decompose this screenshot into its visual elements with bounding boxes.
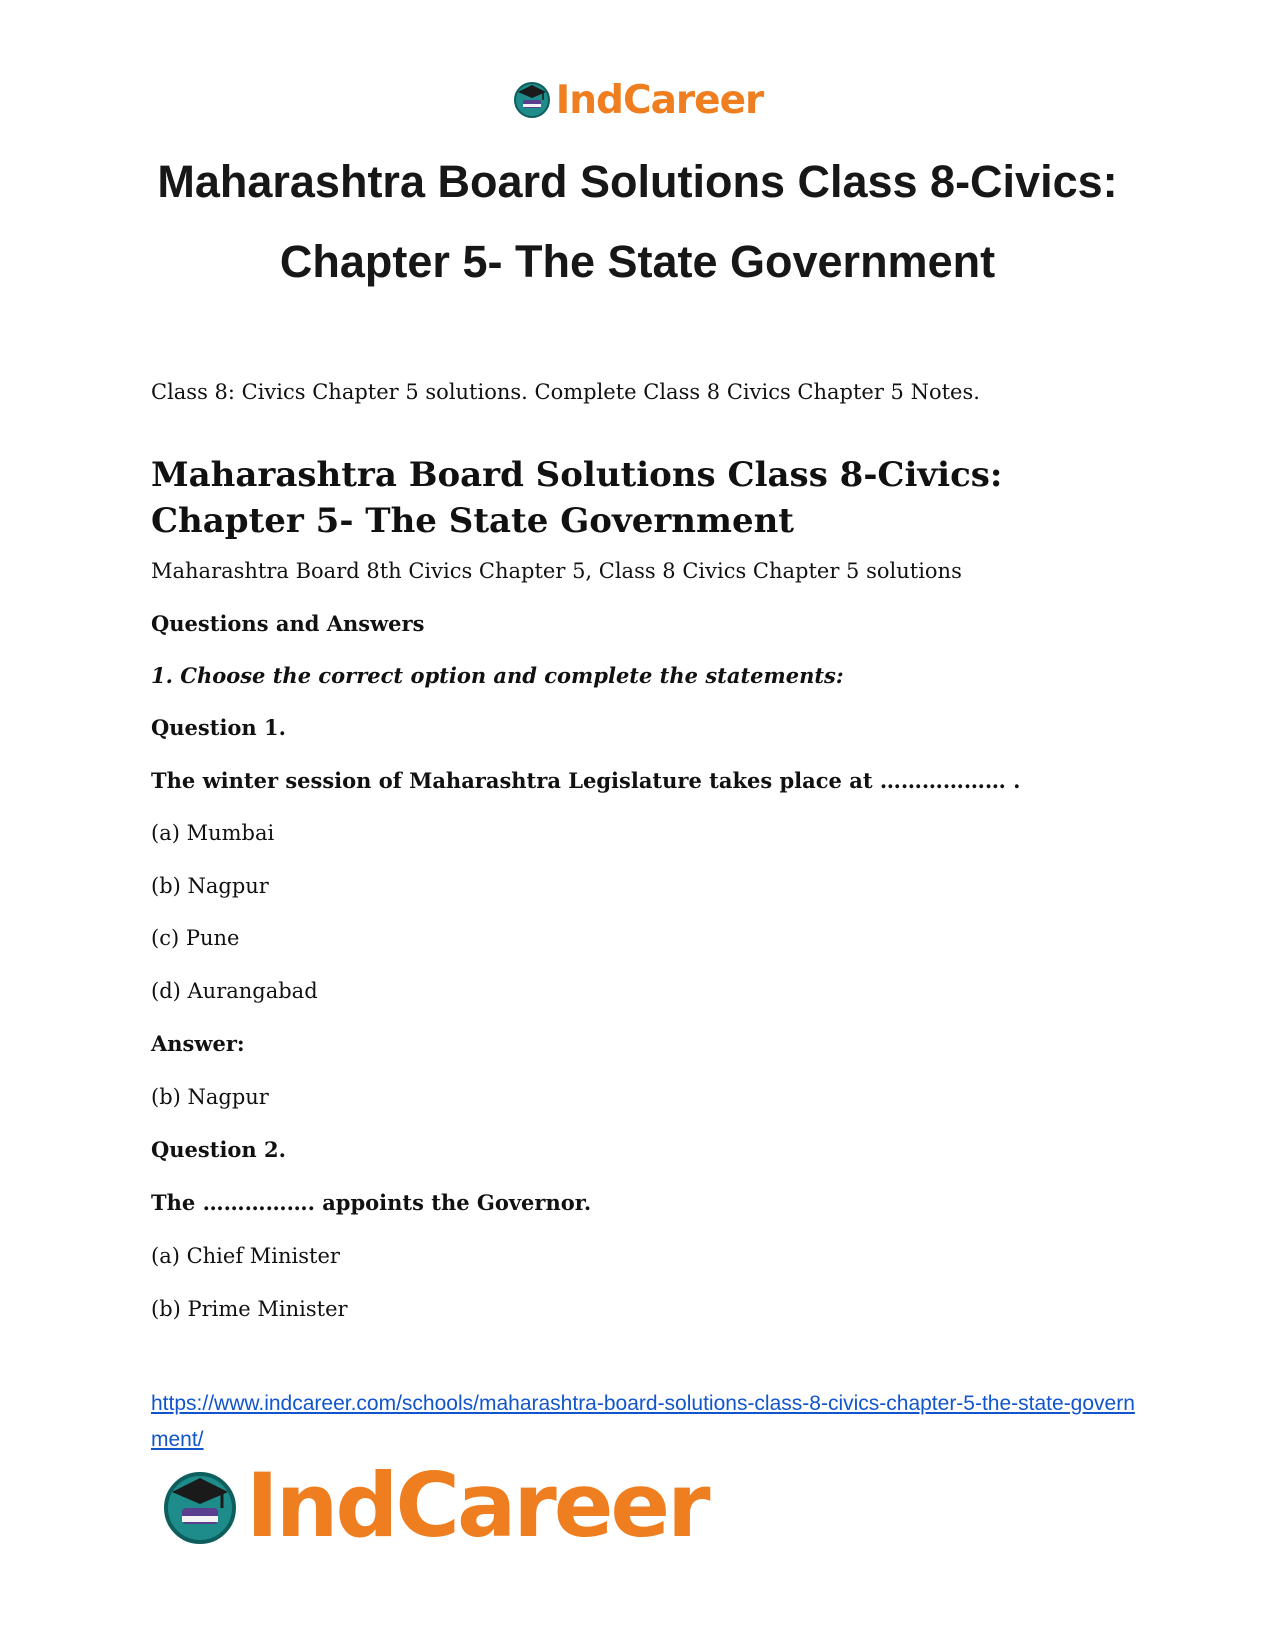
- page-title: [100, 142, 1175, 302]
- subtitle-text: Maharashtra Board 8th Civics Chapter 5, Class 8 Civics Chapter 5 solutions: [151, 559, 962, 583]
- exercise-heading: 1. Choose the correct option and complete the statements:: [151, 663, 844, 688]
- option-item: (c) Pune: [151, 926, 240, 950]
- footer-logo: [160, 1454, 708, 1557]
- page-title-line-2: Chapter 5- The State Government: [279, 236, 996, 287]
- question-text: The winter session of Maharashtra Legislature takes place at ……………… .: [151, 768, 1021, 793]
- option-item: (a) Chief Minister: [151, 1244, 340, 1268]
- question-label: Question 2.: [151, 1137, 286, 1162]
- source-url-link[interactable]: https://www.indcareer.com/schools/maharashtra-board-solutions-class-8-civics-chapter-5-the-state-government/: [151, 1392, 1135, 1451]
- answer-label: Answer:: [151, 1031, 245, 1056]
- qa-heading: Questions and Answers: [151, 611, 425, 636]
- option-item: (b) Nagpur: [151, 874, 269, 898]
- question-label: Question 1.: [151, 715, 286, 740]
- intro-text: Class 8: Civics Chapter 5 solutions. Complete Class 8 Civics Chapter 5 Notes.: [151, 380, 980, 404]
- option-item: (a) Mumbai: [151, 821, 275, 845]
- graduation-cap-icon: [512, 78, 552, 123]
- question-text: The ……………. appoints the Governor.: [151, 1190, 592, 1215]
- section-heading: Maharashtra Board Solutions Class 8-Civics: Chapter 5- The State Government: [151, 455, 1003, 541]
- graduation-cap-icon: [160, 1464, 240, 1549]
- header-logo: [0, 78, 1275, 123]
- option-item: (d) Aurangabad: [151, 979, 318, 1003]
- answer-text: (b) Nagpur: [151, 1085, 269, 1109]
- option-item: (b) Prime Minister: [151, 1297, 348, 1321]
- logo-wordmark: IndCareer: [246, 1454, 708, 1557]
- logo-wordmark: IndCareer: [555, 78, 764, 123]
- page-title-line-1: Maharashtra Board Solutions Class 8-Civics:: [157, 156, 1118, 207]
